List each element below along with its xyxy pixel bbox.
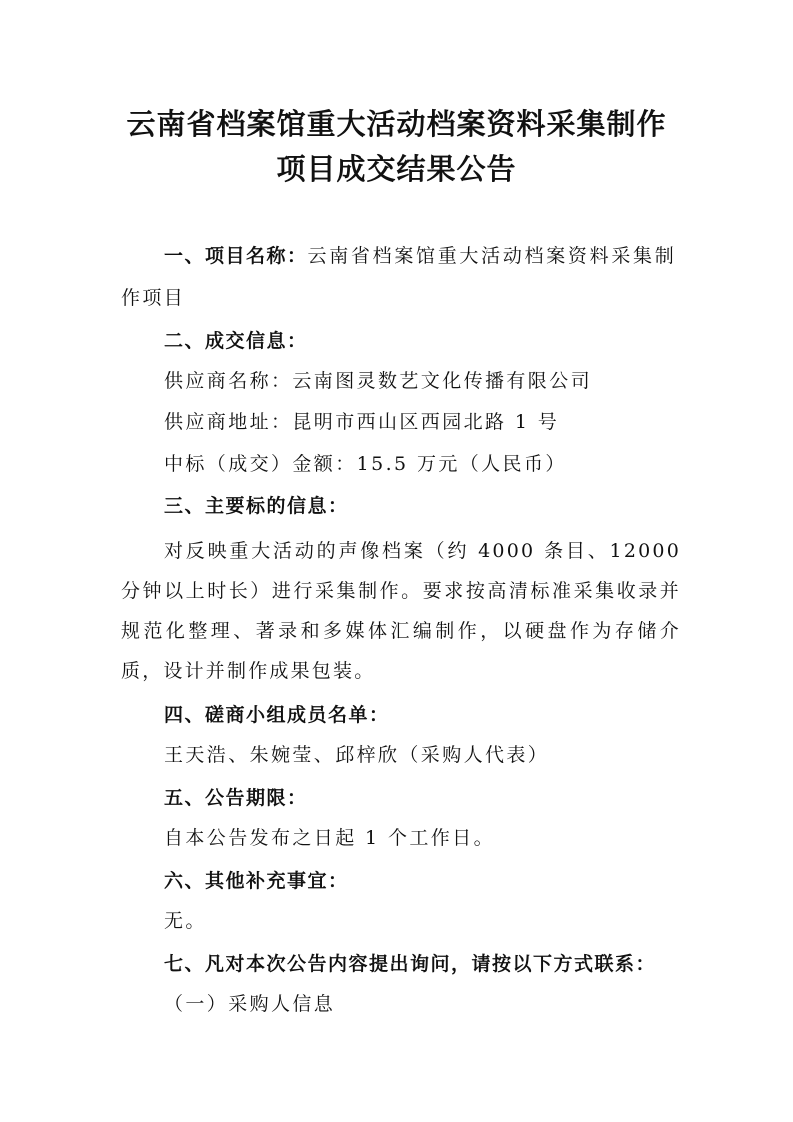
section-7-heading: 七、凡对本次公告内容提出询问，请按以下方式联系： [164, 953, 657, 975]
document-title-line-1: 云南省档案馆重大活动档案资料采集制作 [126, 107, 667, 141]
announcement-period: 自本公告发布之日起 1 个工作日。 [164, 827, 495, 849]
award-amount: 中标（成交）金额：15.5 万元（人民币） [164, 453, 567, 475]
section-6-heading: 六、其他补充事宜： [164, 870, 349, 892]
supplier-address: 供应商地址：昆明市西山区西园北路 1 号 [164, 411, 560, 433]
panel-members: 王天浩、朱婉莹、邱梓欣（采购人代表） [164, 744, 550, 766]
section-4-heading: 四、磋商小组成员名单： [164, 704, 390, 726]
section-5-heading: 五、公告期限： [164, 787, 308, 809]
section-1-heading: 一、项目名称： [164, 245, 308, 267]
section-1-line [164, 247, 684, 266]
section-3-heading: 三、主要标的信息： [164, 495, 349, 517]
other-matters: 无。 [164, 910, 207, 932]
section-2-heading: 二、成交信息： [164, 330, 308, 352]
project-name-continued: 作项目 [121, 287, 186, 309]
purchaser-info-heading: （一）采购人信息 [164, 993, 336, 1015]
subject-description: 对反映重大活动的声像档案（约 4000 条目、12000 分钟以上时长）进行采集制作。要求按高清标准采集收录并规范化整理、著录和多媒体汇编制作，以硬盘作为存储介质，设计并制作成果包装。 [121, 540, 681, 682]
supplier-name: 供应商名称：云南图灵数艺文化传播有限公司 [164, 370, 593, 392]
project-name-value: 云南省档案馆重大活动档案资料采集制 [307, 245, 677, 267]
document-title-line-2: 项目成交结果公告 [276, 152, 517, 186]
